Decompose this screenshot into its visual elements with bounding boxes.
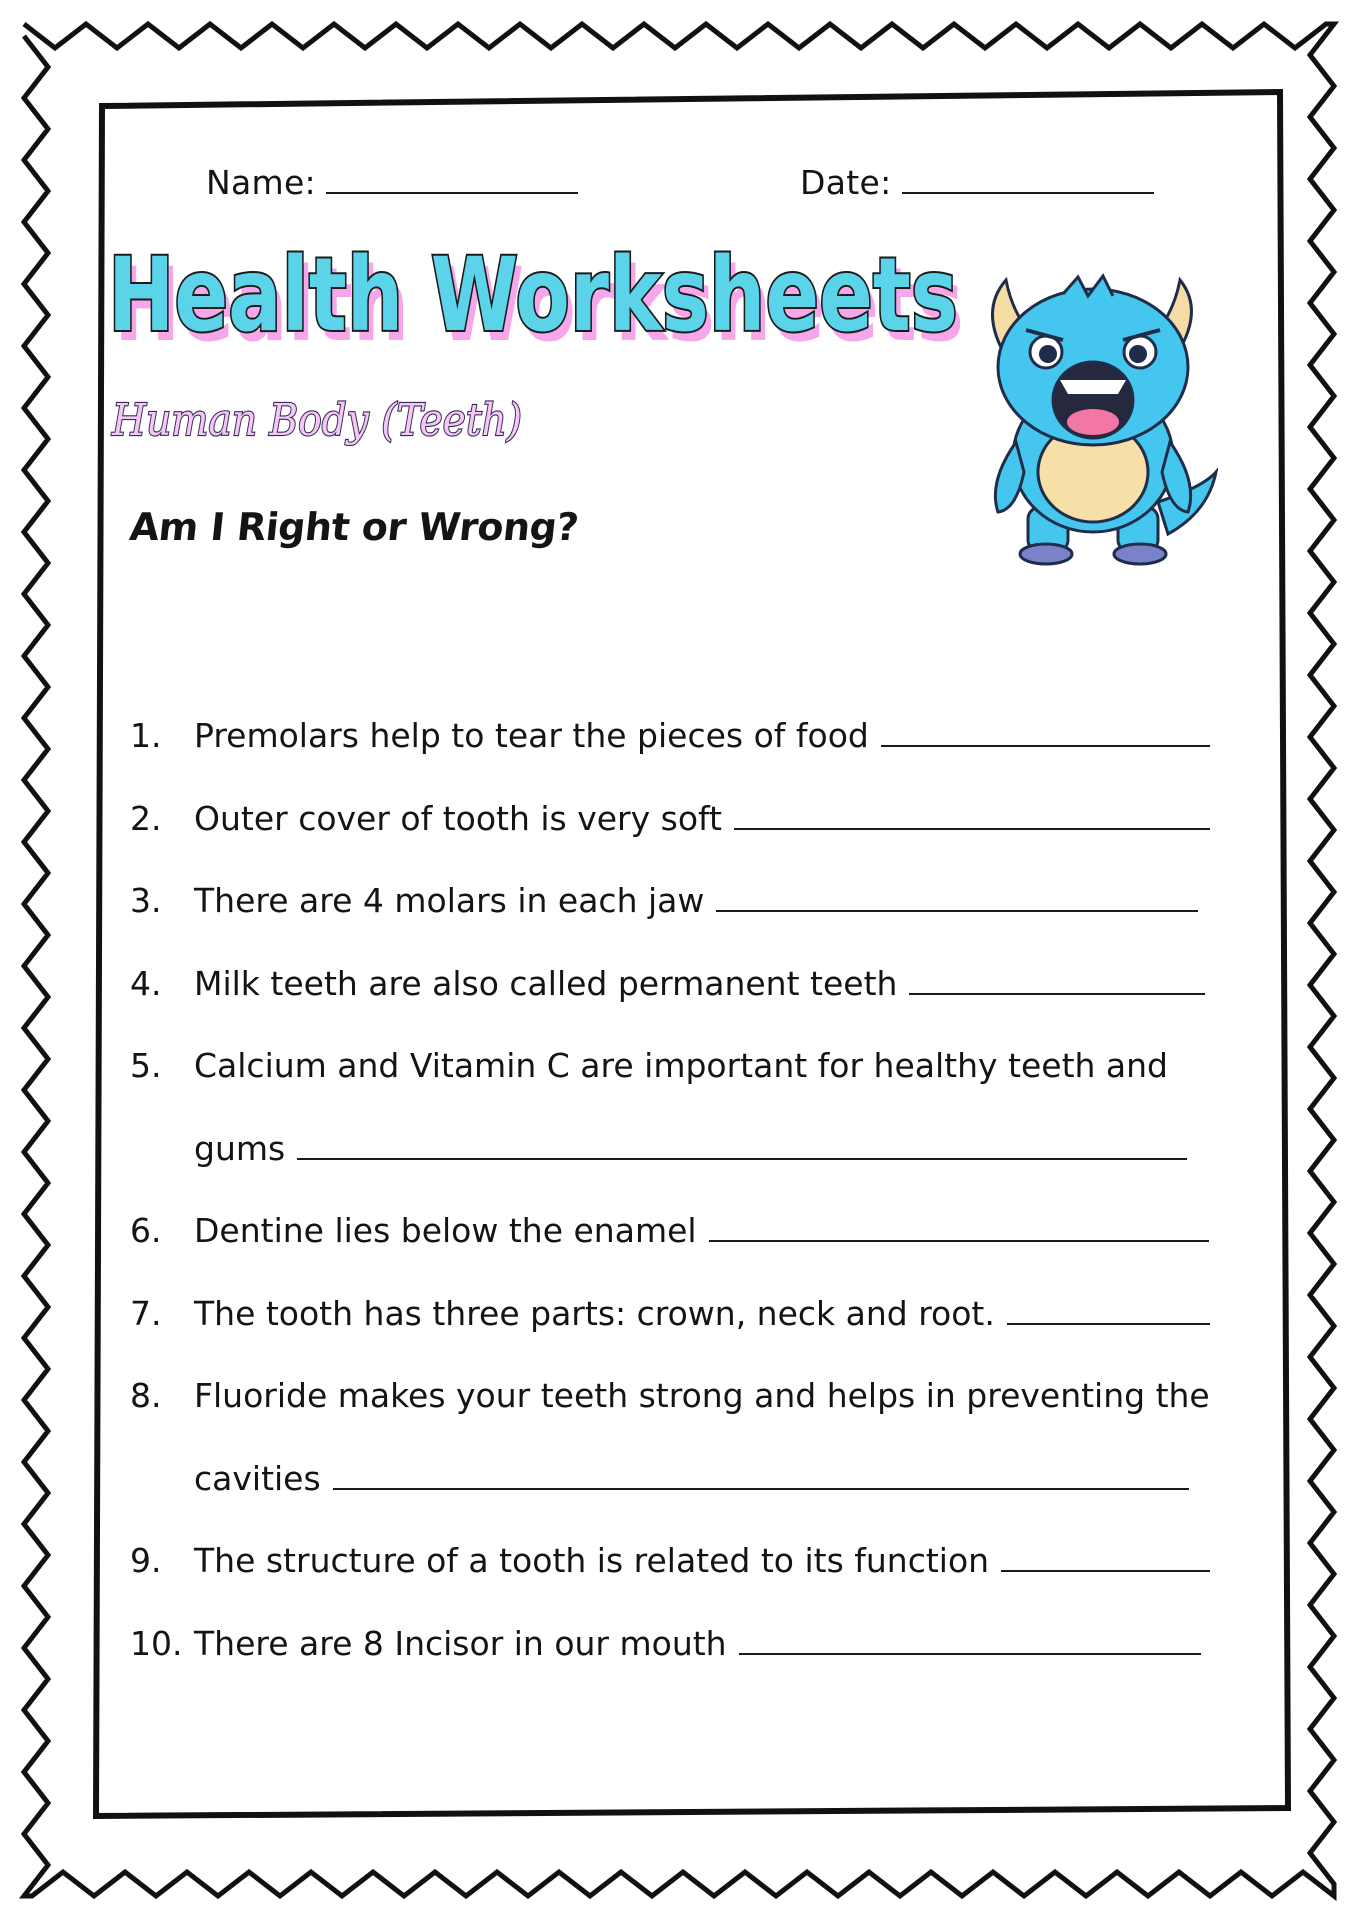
question-text: Outer cover of tooth is very soft xyxy=(194,798,722,838)
question-item xyxy=(130,1520,1210,1603)
question-item xyxy=(130,860,1210,943)
title-shadow: Health Worksheets xyxy=(114,246,964,365)
question-number: 10. xyxy=(130,1623,183,1663)
question-text-continued: gums xyxy=(194,1128,286,1168)
question-item xyxy=(130,1355,1210,1438)
page-title xyxy=(108,232,978,372)
question-number: 2. xyxy=(130,798,162,838)
monster-illustration xyxy=(968,272,1218,572)
question-text: Calcium and Vitamin C are important for healthy teeth and xyxy=(194,1046,1168,1085)
question-number: 8. xyxy=(130,1376,162,1415)
name-blank[interactable] xyxy=(326,162,578,194)
question-item xyxy=(130,695,1210,778)
question-item xyxy=(130,943,1210,1026)
answer-line[interactable] xyxy=(297,1130,1187,1160)
question-text: There are 8 Incisor in our mouth xyxy=(194,1623,727,1663)
subtitle-text: Human Body (Teeth) xyxy=(111,395,522,446)
question-text: The structure of a tooth is related to its function xyxy=(194,1541,990,1580)
question-number: 9. xyxy=(130,1541,162,1580)
question-item xyxy=(130,1025,1210,1108)
question-list xyxy=(130,695,1210,1685)
question-number: 3. xyxy=(130,881,162,920)
question-item xyxy=(130,1273,1210,1356)
question-number: 7. xyxy=(130,1293,162,1333)
answer-line[interactable] xyxy=(734,800,1210,830)
section-heading: Am I Right or Wrong? xyxy=(127,505,581,549)
question-text: The tooth has three parts: crown, neck and root. xyxy=(194,1293,995,1333)
question-continuation xyxy=(130,1438,1210,1521)
name-label: Name: xyxy=(206,163,316,202)
answer-line[interactable] xyxy=(739,1625,1201,1655)
question-number: 6. xyxy=(130,1211,162,1250)
answer-line[interactable] xyxy=(716,882,1198,912)
question-text-continued: cavities xyxy=(194,1458,321,1498)
title-text: Health Worksheets xyxy=(108,236,958,355)
question-number: 4. xyxy=(130,963,162,1003)
question-item xyxy=(130,1190,1210,1273)
question-text: Fluoride makes your teeth strong and helps in preventing the xyxy=(194,1376,1210,1415)
question-item xyxy=(130,778,1210,861)
subtitle xyxy=(108,385,538,455)
question-text: Premolars help to tear the pieces of food xyxy=(194,716,869,755)
question-continuation xyxy=(130,1108,1210,1191)
date-blank[interactable] xyxy=(902,162,1154,194)
date-field xyxy=(800,162,1154,202)
question-number: 1. xyxy=(130,716,162,755)
answer-line[interactable] xyxy=(709,1212,1209,1242)
question-text: Dentine lies below the enamel xyxy=(194,1211,697,1250)
date-label: Date: xyxy=(800,163,892,202)
answer-line[interactable] xyxy=(1007,1295,1210,1325)
answer-line[interactable] xyxy=(1001,1542,1210,1572)
name-field xyxy=(206,162,578,202)
question-item xyxy=(130,1603,1210,1686)
question-text: Milk teeth are also called permanent teeth xyxy=(194,963,898,1003)
answer-line[interactable] xyxy=(881,717,1210,747)
answer-line[interactable] xyxy=(333,1460,1189,1490)
question-text: There are 4 molars in each jaw xyxy=(194,881,705,920)
question-number: 5. xyxy=(130,1046,162,1085)
answer-line[interactable] xyxy=(909,965,1205,995)
